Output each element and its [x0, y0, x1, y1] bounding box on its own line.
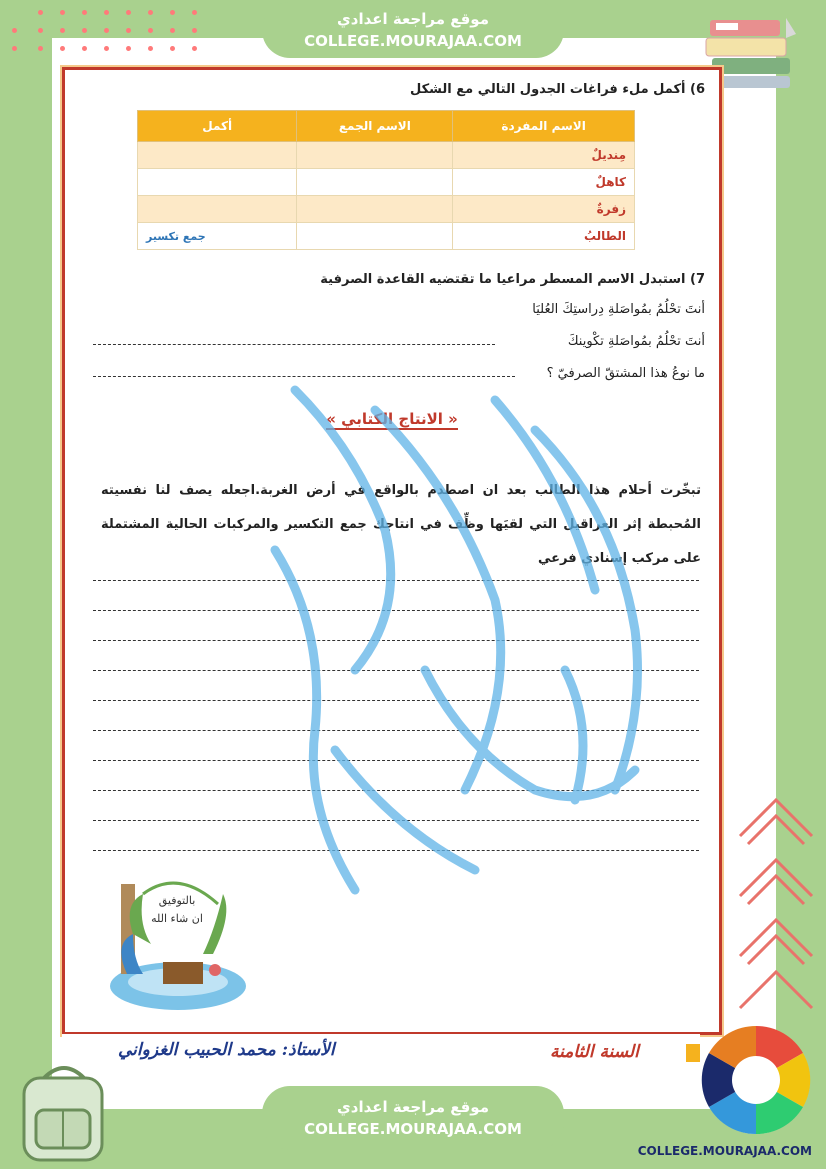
header-complete: أكمل — [138, 111, 297, 142]
writing-line[interactable] — [93, 700, 699, 701]
question-7-line-3: ما نوعُ هذا المشتقّ الصرفيّ ؟ — [546, 366, 705, 381]
plural-cell[interactable] — [297, 169, 453, 196]
table-row — [138, 169, 635, 196]
worksheet — [62, 67, 722, 1035]
table-row — [138, 223, 635, 250]
production-heading: « الانتاج الكتابي » — [326, 410, 458, 428]
header-singular: الاسم المفردة — [453, 111, 635, 142]
site-url: COLLEGE.MOURAJAA.COM — [304, 32, 522, 50]
singular-cell: مِنديلٌ — [453, 142, 635, 169]
question-7-prompt: 7) استبدل الاسم المسطر مراعيا ما تقتضيه القاعدة الصرفية — [320, 272, 705, 287]
writing-line[interactable] — [93, 580, 699, 581]
footer-strip — [62, 1034, 700, 1076]
frame-left — [0, 0, 52, 1169]
school-year: السنة الثامنة — [550, 1042, 639, 1062]
subjects-wheel-logo — [696, 1022, 816, 1140]
singular-cell: كاهلٌ — [453, 169, 635, 196]
table-row — [138, 142, 635, 169]
luck-line-1: بالتوفيق — [158, 894, 196, 907]
question-7-line-1: أنتَ تحْلُمُ بمُواصَلةِ دِراستِكَ العُليَا — [532, 302, 705, 317]
writing-line[interactable] — [93, 640, 699, 641]
section-heading — [65, 410, 719, 428]
good-luck-text — [147, 892, 207, 928]
decorative-dots — [8, 6, 208, 56]
question-6-prompt: 6) أكمل ملء فراغات الجدول التالي مع الشكل — [410, 82, 705, 97]
table-row — [138, 196, 635, 223]
plural-cell[interactable] — [297, 223, 453, 250]
backpack-icon — [14, 1058, 114, 1164]
singular-cell: الطالبُ — [453, 223, 635, 250]
complete-cell[interactable] — [138, 142, 297, 169]
teacher-signature: الأستاذ: محمد الحبيب الغزواني — [118, 1040, 335, 1060]
site-url: COLLEGE.MOURAJAA.COM — [304, 1120, 522, 1138]
writing-line[interactable] — [93, 790, 699, 791]
writing-line[interactable] — [93, 820, 699, 821]
writing-line[interactable] — [93, 730, 699, 731]
site-banner-top[interactable] — [262, 2, 564, 58]
question-7-line-2: أنتَ تحْلُمُ بمُواصَلةِ تكْوينكَ — [567, 334, 705, 349]
writing-line[interactable] — [93, 760, 699, 761]
luck-line-2: ان شاء الله — [151, 912, 203, 925]
writing-line[interactable] — [93, 610, 699, 611]
site-name: موقع مراجعة اعدادي — [337, 1098, 489, 1116]
complete-cell[interactable]: جمع تكسير — [138, 223, 297, 250]
watermark — [235, 370, 675, 930]
site-banner-bottom[interactable] — [262, 1086, 564, 1150]
plural-cell[interactable] — [297, 196, 453, 223]
header-plural: الاسم الجمع — [297, 111, 453, 142]
complete-cell[interactable] — [138, 196, 297, 223]
writing-line[interactable] — [93, 850, 699, 851]
answer-line[interactable] — [93, 344, 495, 345]
answer-line[interactable] — [93, 376, 515, 377]
plural-table — [137, 110, 635, 250]
production-paragraph: تبخّرت أحلام هذا الطالب بعد ان اصطدم بالواقع في أرض الغربة.اجعله يصف لنا نفسيته المُحبطة إثر العراقيل التي لقيَها وظِّف في انتاجك جمع التكسير والمركبات الحالية المشتملة على مركب إسنادي فرعي — [101, 483, 701, 566]
chevron-up-icon — [734, 792, 818, 1012]
brand-footer[interactable]: COLLEGE.MOURAJAA.COM — [637, 1144, 812, 1158]
complete-cell[interactable] — [138, 169, 297, 196]
site-name: موقع مراجعة اعدادي — [337, 10, 489, 28]
writing-line[interactable] — [93, 670, 699, 671]
singular-cell: زفرةٌ — [453, 196, 635, 223]
plural-cell[interactable] — [297, 142, 453, 169]
